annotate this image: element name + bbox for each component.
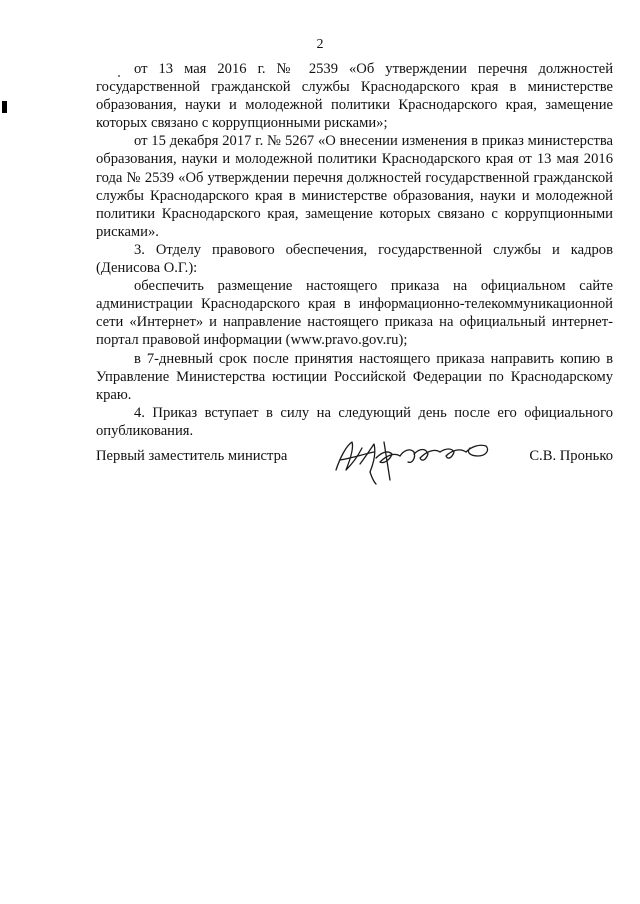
handwritten-signature-icon [330, 434, 500, 486]
paragraph: обеспечить размещение настоящего приказа на официальном сайте администрации Краснодарского края в информационно-телекоммуникационной сети «Интернет» и направление настоящего приказа на официальный интернет-портал правовой информации (www.pravo.gov.ru); [96, 278, 613, 349]
paragraph: 4. Приказ вступает в силу на следующий день после его официального опубликования. [96, 404, 613, 439]
paragraph: от 15 декабря 2017 г. № 5267 «О внесении изменения в приказ министерства образования, науки и молодежной политики Краснодарского края от 13 мая 2016 года № 2539 «Об утверждении перечня должностей государственной гражданской службы Краснодарского края в министерстве образования, науки и молодежной политики Краснодарского края, замещение которых связано с коррупционными рисками». [96, 133, 613, 240]
page-number: 2 [316, 37, 324, 52]
signatory-name: С.В. Пронько [529, 448, 613, 464]
signatory-position: Первый заместитель министра [96, 448, 288, 464]
paragraph: от 13 мая 2016 г. № 2539 «Об утверждении перечня должностей государственной гражданской службы Краснодарского края в министерстве образования, науки и молодежной политики Краснодарского края, замещение которых связано с коррупционными рисками»; [96, 61, 613, 132]
signature-block [96, 440, 613, 500]
document-body [96, 60, 613, 440]
paragraph: 3. Отделу правового обеспечения, государственной службы и кадров (Денисова О.Г.): [96, 241, 613, 277]
paragraph: в 7-дневный срок после принятия настоящего приказа направить копию в Управление Министерства юстиции Российской Федерации по Краснодарскому краю. [96, 350, 613, 403]
scan-margin-mark [2, 101, 7, 113]
